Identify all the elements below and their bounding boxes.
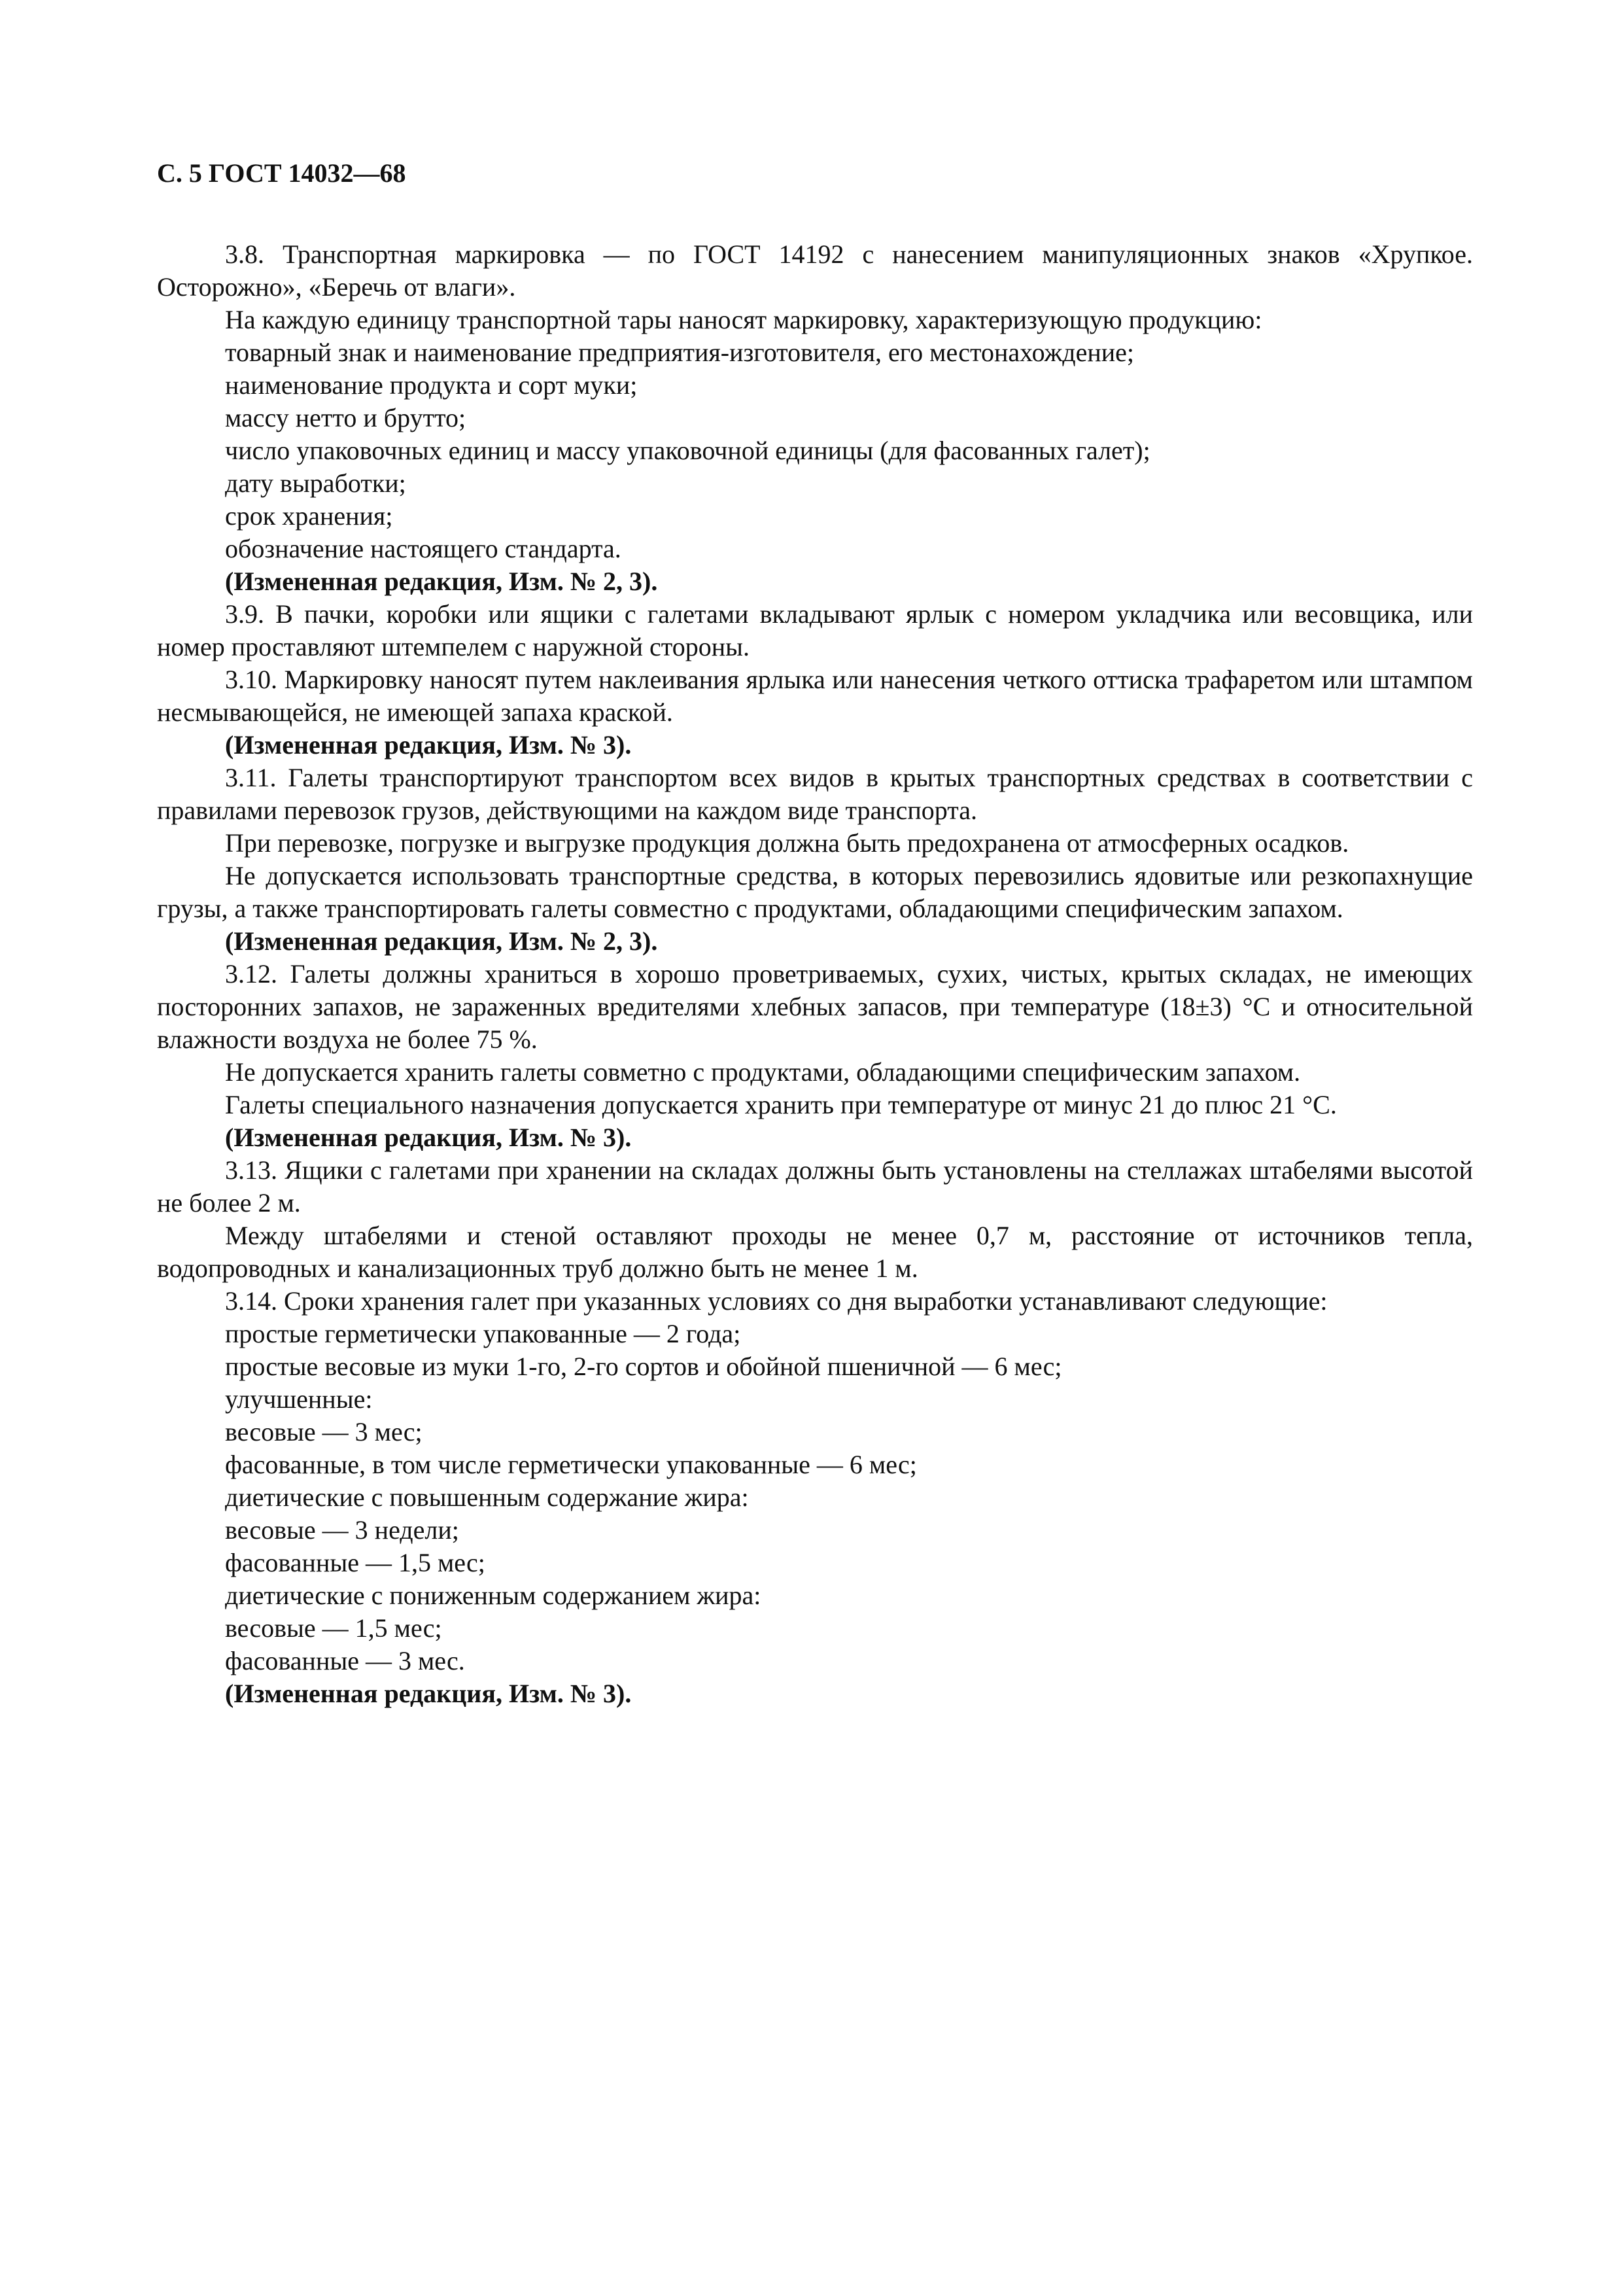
paragraph-3-8: 3.8. Транспортная маркировка — по ГОСТ 14192 с нанесением манипуляционных знаков «Хрупкое. Осторожно», «Беречь от влаги». [157, 239, 1473, 302]
list-item: диетические с повышенным содержание жира: [225, 1482, 749, 1512]
document-body [157, 238, 1473, 1710]
paragraph-3-10: 3.10. Маркировку наносят путем наклеивания ярлыка или нанесения четкого оттиска трафаретом или штампом несмывающейся, не имеющей запаха краской. [157, 665, 1473, 727]
list-item: простые весовые из муки 1-го, 2-го сортов и обойной пшеничной — 6 мес; [225, 1352, 1062, 1381]
list-item: дату выработки; [225, 468, 406, 498]
amendment-note: (Измененная редакция, Изм. № 3). [225, 1123, 632, 1152]
paragraph-3-14: 3.14. Сроки хранения галет при указанных условиях со дня выработки устанавливают следующие: [225, 1286, 1328, 1316]
paragraph-3-11-b: При перевозке, погрузке и выгрузке продукция должна быть предохранена от атмосферных осадков. [225, 828, 1349, 858]
paragraph-3-12-b: Не допускается хранить галеты совметно с продуктами, обладающими специфическим запахом. [225, 1057, 1301, 1087]
list-item: обозначение настоящего стандарта. [225, 534, 621, 563]
list-item: число упаковочных единиц и массу упаковочной единицы (для фасованных галет); [225, 436, 1150, 465]
list-item: весовые — 3 недели; [225, 1515, 459, 1545]
list-item: весовые — 3 мес; [225, 1417, 423, 1446]
list-item: массу нетто и брутто; [225, 403, 466, 432]
list-item: весовые — 1,5 мес; [225, 1613, 442, 1643]
paragraph-3-12: 3.12. Галеты должны храниться в хорошо проветриваемых, сухих, чистых, крытых складах, не имеющих посторонних запахов, не зараженных вредителями хлебных запасов, при температуре (18±3) °С и относительной влажности воздуха не более 75 %. [157, 959, 1473, 1054]
list-item: срок хранения; [225, 501, 393, 531]
list-item: простые герметически упакованные — 2 года; [225, 1319, 741, 1348]
amendment-note: (Измененная редакция, Изм. № 2, 3). [225, 567, 658, 596]
list-item: улучшенные: [225, 1384, 373, 1414]
amendment-note: (Измененная редакция, Изм. № 3). [225, 1679, 632, 1708]
paragraph-3-11: 3.11. Галеты транспортируют транспортом всех видов в крытых транспортных средствах в соответствии с правилами перевозок грузов, действующими на каждом виде транспорта. [157, 763, 1473, 825]
list-item: фасованные — 1,5 мес; [225, 1548, 485, 1577]
paragraph-3-9: 3.9. В пачки, коробки или ящики с галетами вкладывают ярлык с номером укладчика или весовщика, или номер проставляют штемпелем с наружной стороны. [157, 599, 1473, 661]
document-page [157, 157, 1473, 1710]
list-item: товарный знак и наименование предприятия-изготовителя, его местонахождение; [225, 338, 1134, 367]
list-item: фасованные — 3 мес. [225, 1646, 465, 1675]
list-item: фасованные, в том числе герметически упакованные — 6 мес; [225, 1450, 917, 1479]
paragraph-3-11-c: Не допускается использовать транспортные средства, в которых перевозились ядовитые или резкопахнущие грузы, а также транспортировать галеты совместно с продуктами, обладающими специфическим запахом. [157, 861, 1473, 923]
amendment-note: (Измененная редакция, Изм. № 2, 3). [225, 926, 658, 956]
paragraph-3-13: 3.13. Ящики с галетами при хранении на складах должны быть установлены на стеллажах штабелями высотой не более 2 м. [157, 1155, 1473, 1218]
amendment-note: (Измененная редакция, Изм. № 3). [225, 730, 632, 760]
paragraph-3-13-b: Между штабелями и стеной оставляют проходы не менее 0,7 м, расстояние от источников тепла, водопроводных и канализационных труб должно быть не менее 1 м. [157, 1221, 1473, 1283]
list-item: наименование продукта и сорт муки; [225, 370, 638, 400]
paragraph-3-12-c: Галеты специального назначения допускается хранить при температуре от минус 21 до плюс 21 °С. [225, 1090, 1337, 1119]
page-header: С. 5 ГОСТ 14032—68 [157, 158, 406, 188]
list-item: диетические с пониженным содержанием жира: [225, 1581, 761, 1610]
marking-intro: На каждую единицу транспортной тары наносят маркировку, характеризующую продукцию: [225, 305, 1262, 334]
